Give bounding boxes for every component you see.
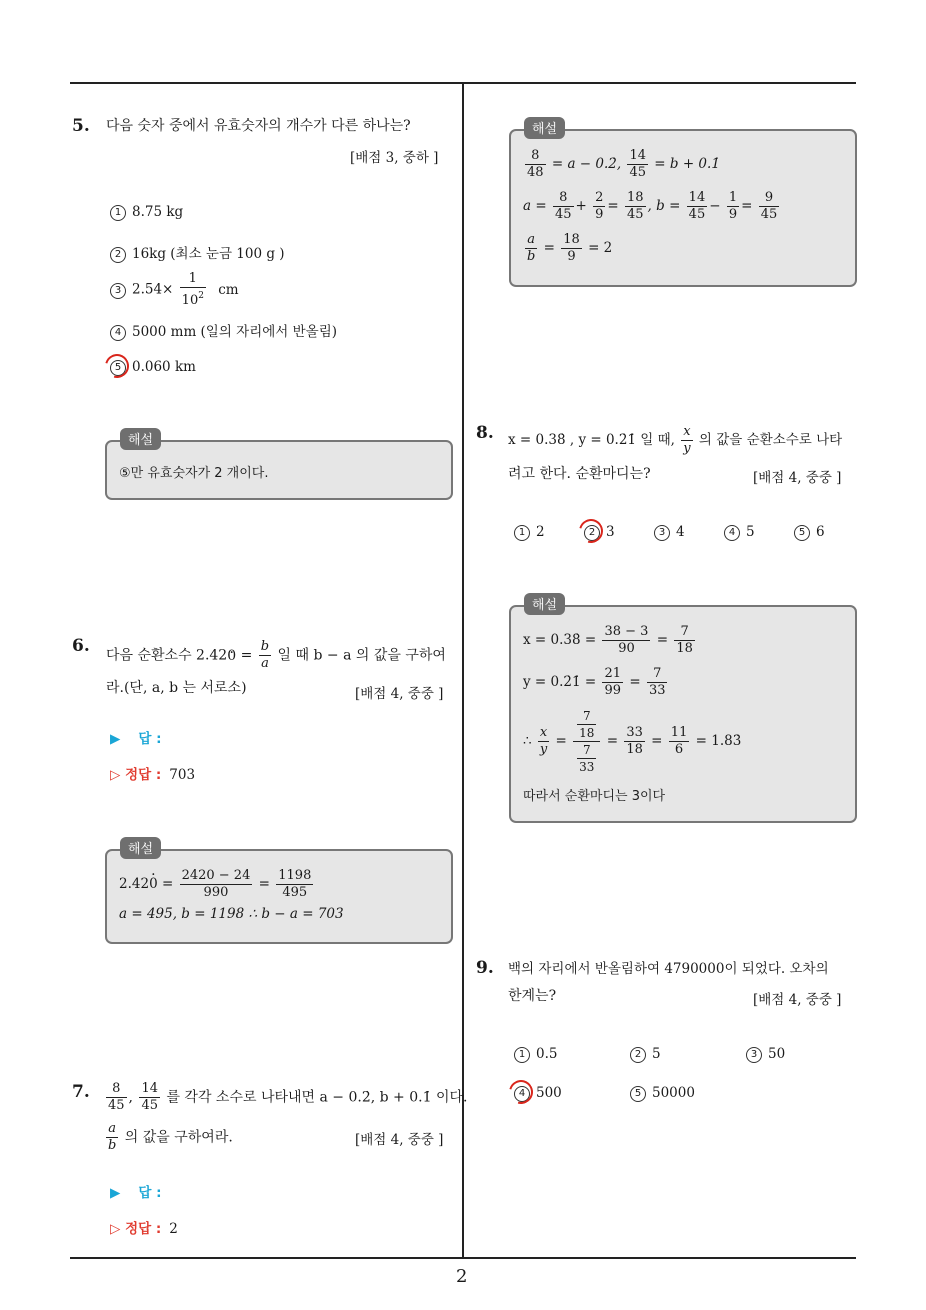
- q7-line1: $\frac{8}{45}$ , $\frac{14}{45}$ 를 각각 소수로 나타내면 a − 0.2̇, b + 0.1̇ 이다.: [108, 1081, 468, 1113]
- q6-line2: 라.(단, a, b 는 서로소): [106, 680, 247, 696]
- q5-option-3[interactable]: 3 2.54× $\frac{1}{10^2}$ cm: [110, 272, 239, 308]
- q5-option-1[interactable]: 1 8.75 kg: [110, 204, 183, 221]
- fraction: $\frac{8}{45}$: [108, 1081, 125, 1113]
- triangle-outline-icon: ▷: [110, 1221, 121, 1237]
- q9-option-2[interactable]: 2 5: [630, 1046, 661, 1063]
- q6-answer-row: ▶ 답 :: [110, 731, 162, 747]
- q5-explanation-tag: 해설: [120, 428, 161, 450]
- q7-explain-line1: $\frac{8}{48}$ = a − 0.2̇, $\frac{14}{45}$ = b + 0.1̇: [527, 148, 720, 180]
- q8-option-4[interactable]: 4 5: [724, 524, 755, 541]
- q5-explanation-text: ⑤만 유효숫자가 2 개이다.: [119, 466, 269, 481]
- q9-number: 9.: [476, 958, 494, 978]
- fraction: $\frac{38 - 3}{90}$: [604, 624, 649, 656]
- q7-answer-row: ▶ 답 :: [110, 1185, 162, 1201]
- q9-option-5[interactable]: 5 50000: [630, 1085, 695, 1102]
- play-icon: ▶: [110, 1185, 121, 1201]
- q7-explain-line2: a = $\frac{8}{45}$ + $\frac{2}{9}$ = $\frac{18}{45}$ , b = $\frac{14}{45}$ − $\frac{1}{9}$ = $\frac{9}{45}$: [523, 190, 778, 222]
- q7-correct-row: ▷ 정답 : 2: [110, 1221, 178, 1237]
- q7-line2: $\frac{a}{b}$ 의 값을 구하여라.: [108, 1121, 233, 1153]
- q6-explain-line2: a = 495, b = 1198 ∴ b − a = 703: [119, 906, 344, 922]
- q6-explain-line1: 2.420 · = $\frac{2420 - 24}{990}$ = $\frac{1198}{495}$: [119, 869, 315, 900]
- q5-score: [배점 3, 중하 ]: [350, 150, 439, 166]
- bottom-rule: [70, 1257, 856, 1259]
- option-mark: 5: [630, 1086, 646, 1102]
- fraction: $\frac{14}{45}$: [629, 148, 646, 180]
- q7-explanation-box: [509, 129, 857, 287]
- option-mark: 1: [110, 205, 126, 221]
- page-number: 2: [456, 1266, 468, 1287]
- fraction: $\frac{b}{a}$: [260, 639, 270, 671]
- option-mark: 5: [110, 360, 126, 376]
- fraction: $\frac{21}{99}$: [604, 666, 622, 698]
- fraction: $\frac{2420 - 24}{990}$: [181, 868, 251, 900]
- q6-explanation-box: [105, 849, 453, 944]
- q8-option-1[interactable]: 1 2: [514, 524, 545, 541]
- q6-explanation-tag: 해설: [120, 837, 161, 859]
- fraction: $\frac{14}{45}$: [688, 190, 706, 222]
- q5-text: 다음 숫자 중에서 유효숫자의 개수가 다른 하나는?: [106, 118, 411, 134]
- q6-score: [배점 4, 중중 ]: [355, 686, 444, 702]
- option-mark: 3: [110, 283, 126, 299]
- q8-explain-line3: ∴ $\frac{x}{y}$ = $\frac{\frac{7}{18}}{\frac{7}{33}}$ = $\frac{33}{18}$ = $\frac{11}{6}$ = 1.83̇: [523, 709, 742, 774]
- option-mark: 1: [514, 525, 530, 541]
- fraction: $\frac{33}{18}$: [626, 725, 643, 757]
- fraction: $\frac{a}{b}$: [527, 232, 536, 264]
- option-mark: 3: [654, 525, 670, 541]
- q9-line2: 한계는?: [508, 988, 557, 1004]
- option-mark: 2: [110, 247, 126, 263]
- option-mark: 1: [514, 1047, 530, 1063]
- fraction: $\frac{1}{9}$: [728, 190, 738, 222]
- fraction: $\frac{x}{y}$: [539, 725, 548, 757]
- q7-score: [배점 4, 중중 ]: [355, 1132, 444, 1148]
- fraction: $\frac{7}{33}$: [648, 666, 666, 698]
- q8-line1: x = 0.38̇ , y = 0.2̇1̇ 일 때, $\frac{x}{y}$ 의 값을 순환소수로 나타: [508, 424, 843, 456]
- option-mark: 2: [630, 1047, 646, 1063]
- fraction: $\frac{2}{9}$: [595, 190, 604, 222]
- option-mark: 3: [746, 1047, 762, 1063]
- q8-explanation-tag: 해설: [524, 593, 565, 615]
- option-mark: 4: [110, 325, 126, 341]
- play-icon: ▶: [110, 731, 121, 747]
- q8-option-2[interactable]: 2 3: [584, 524, 615, 541]
- fraction: $\frac{a}{b}$: [108, 1121, 117, 1153]
- q8-explanation-box: [509, 605, 857, 823]
- q8-explain-line2: y = 0.2̇1̇ = $\frac{21}{99}$ = $\frac{7}{33}$: [523, 666, 666, 698]
- q7-explain-line3: $\frac{a}{b}$ = $\frac{18}{9}$ = 2: [527, 232, 613, 264]
- fraction: $\frac{1198}{495}$: [278, 868, 312, 900]
- q9-line1: 백의 자리에서 반올림하여 4790000이 되었다. 오차의: [508, 961, 829, 977]
- fraction: $\frac{1}{10^2}$: [181, 271, 204, 308]
- q9-option-1[interactable]: 1 0.5: [514, 1046, 557, 1063]
- fraction: $\frac{11}{6}$: [670, 725, 688, 757]
- q8-explain-line4: 따라서 순환마디는 3이다: [523, 789, 666, 804]
- triangle-outline-icon: ▷: [110, 767, 121, 783]
- q5-option-5[interactable]: 5 0.060 km: [110, 359, 196, 376]
- q8-score: [배점 4, 중중 ]: [753, 470, 842, 486]
- q8-number: 8.: [476, 423, 494, 443]
- fraction: $\frac{\frac{7}{18}}{\frac{7}{33}}$: [573, 709, 600, 774]
- option-mark: 4: [514, 1086, 530, 1102]
- q8-answer-mark: [575, 515, 608, 548]
- fraction: $\frac{14}{45}$: [141, 1081, 158, 1113]
- q5-option-2[interactable]: 2 16kg (최소 눈금 100 g ): [110, 242, 285, 263]
- q6-line1: 다음 순환소수 2.420 · = $\frac{b}{a}$ 일 때 b − a 의 값을 구하여: [106, 640, 446, 671]
- fraction: $\frac{8}{45}$: [554, 190, 572, 222]
- fraction: $\frac{7}{18}$: [676, 624, 693, 656]
- fraction: $\frac{x}{y}$: [683, 424, 691, 456]
- q8-explain-line1: x = 0.38̇ = $\frac{38 - 3}{90}$ = $\frac{7}{18}$: [523, 624, 693, 656]
- q5-answer-mark: [101, 350, 134, 383]
- q8-line2: 려고 한다. 순환마디는?: [508, 466, 651, 482]
- option-mark: 5: [794, 525, 810, 541]
- q6-number: 6.: [72, 636, 90, 656]
- q9-option-4[interactable]: 4 500: [514, 1085, 562, 1102]
- fraction: $\frac{18}{9}$: [563, 232, 580, 264]
- q5-option-4[interactable]: 4 5000 mm (일의 자리에서 반올림): [110, 320, 337, 341]
- q8-option-5[interactable]: 5 6: [794, 524, 825, 541]
- q6-correct-row: ▷ 정답 : 703: [110, 767, 196, 783]
- fraction: $\frac{18}{45}$: [627, 190, 644, 222]
- q5-number: 5.: [72, 116, 90, 136]
- q8-option-3[interactable]: 3 4: [654, 524, 685, 541]
- q7-number: 7.: [72, 1082, 90, 1102]
- fraction: $\frac{8}{48}$: [527, 148, 544, 180]
- q7-explanation-tag: 해설: [524, 117, 565, 139]
- q9-option-3[interactable]: 3 50: [746, 1046, 785, 1063]
- option-mark: 2: [584, 525, 600, 541]
- q9-score: [배점 4, 중중 ]: [753, 992, 842, 1008]
- option-mark: 4: [724, 525, 740, 541]
- fraction: $\frac{9}{45}$: [760, 190, 778, 222]
- q9-answer-mark: [505, 1076, 538, 1109]
